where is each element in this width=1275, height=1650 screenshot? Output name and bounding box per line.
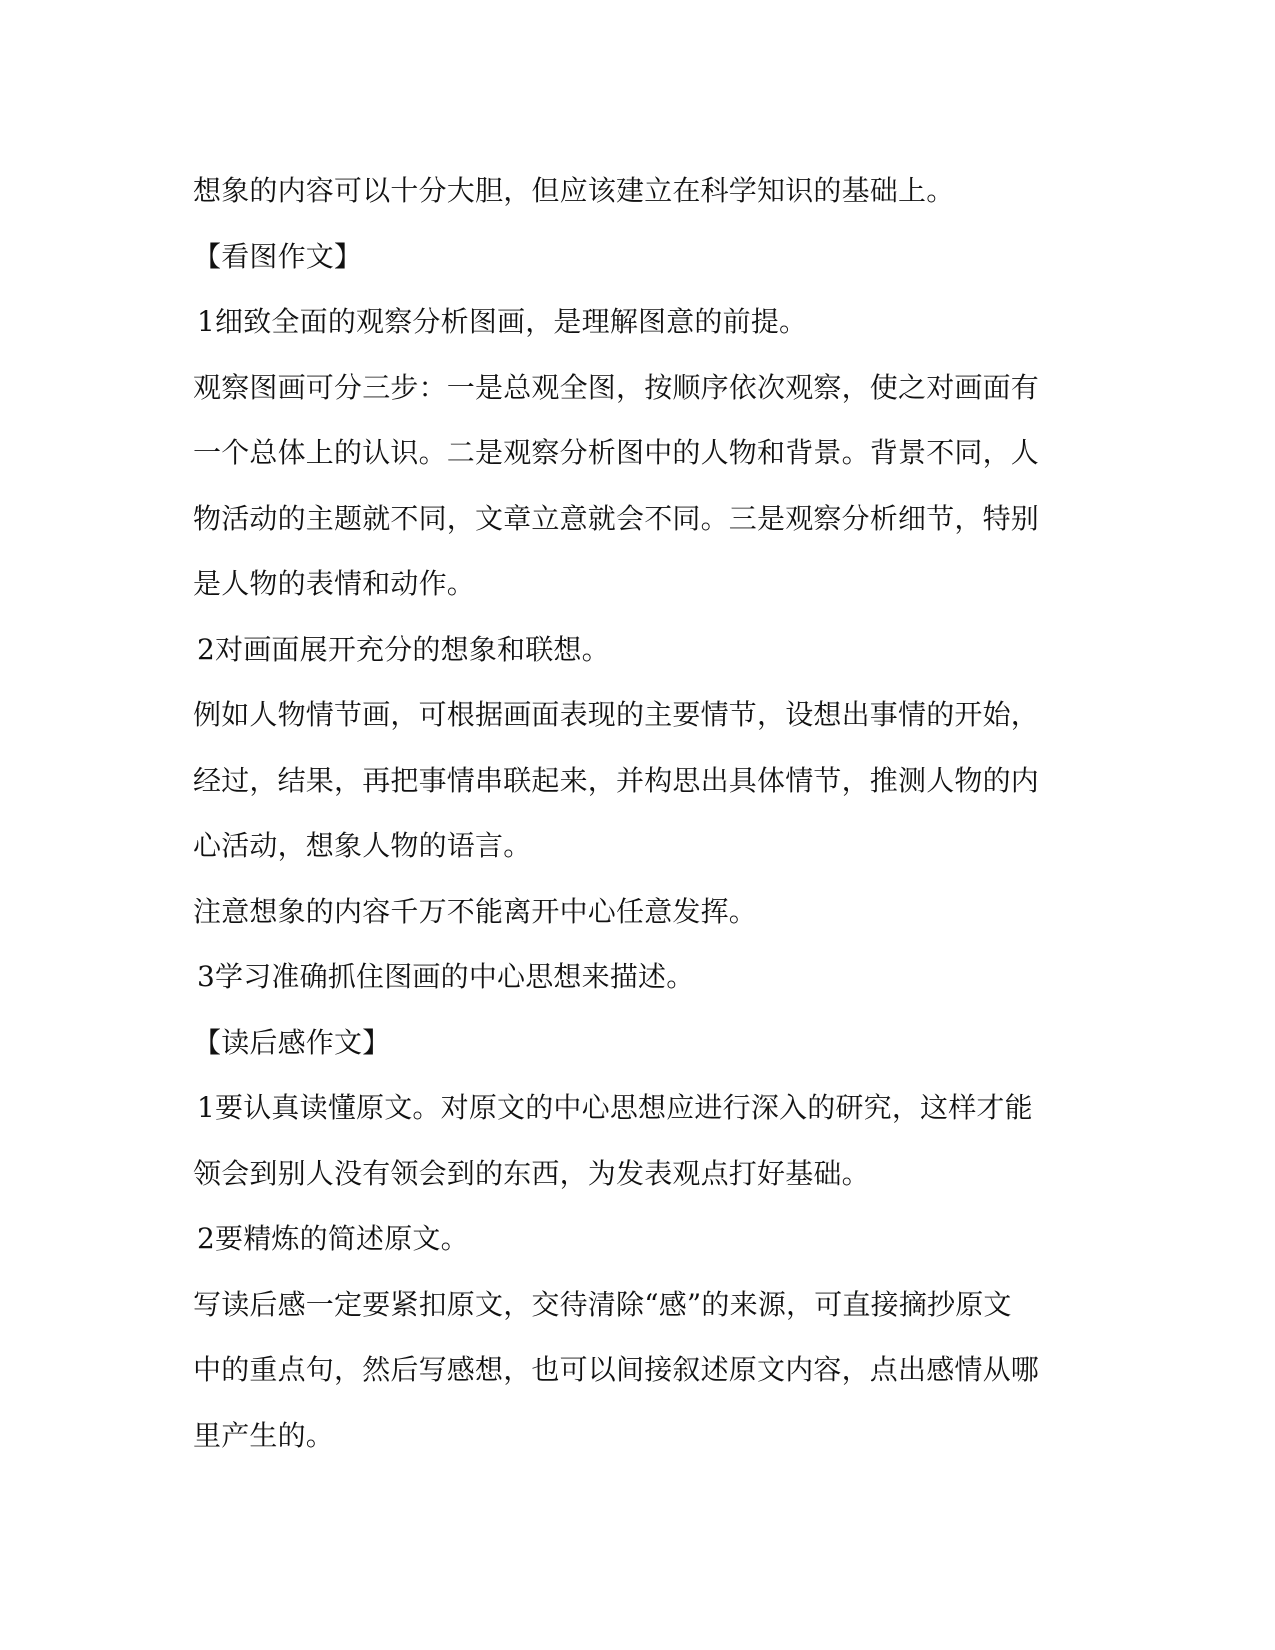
paragraph-line: 里产生的。	[193, 1418, 335, 1452]
paragraph-line: 经过，结果，再把事情串联起来，并构思出具体情节，推测人物的内	[193, 763, 1040, 797]
numbered-point-1-read-original: 1要认真读懂原文。对原文的中心思想应进行深入的研究，这样才能	[197, 1091, 1033, 1124]
paragraph-line: 例如人物情节画，可根据画面表现的主要情节，设想出事情的开始，	[193, 698, 1040, 731]
paragraph-line: 中的重点句，然后写感想，也可以间接叙述原文内容，点出感情从哪	[193, 1353, 1040, 1386]
paragraph-line: 物活动的主题就不同，文章立意就会不同。三是观察分析细节，特别	[193, 501, 1040, 535]
section-heading-reading-reflection: 【读后感作文】	[193, 1025, 391, 1059]
paragraph-line: 观察图画可分三步：一是总观全图，按顺序依次观察，使之对画面有	[193, 370, 1040, 404]
document-body	[193, 158, 1073, 1468]
paragraph-line: 是人物的表情和动作。	[193, 567, 476, 600]
paragraph-line: 一个总体上的认识。二是观察分析图中的人物和背景。背景不同，人	[193, 436, 1040, 469]
paragraph-line: 写读后感一定要紧扣原文，交待清除“感”的来源，可直接摘抄原文	[193, 1287, 1012, 1321]
paragraph-line-imagination-basis: 想象的内容可以十分大胆，但应该建立在科学知识的基础上。	[193, 174, 955, 207]
paragraph-line: 心活动，想象人物的语言。	[193, 829, 532, 862]
numbered-point-2-imagine: 2对画面展开充分的想象和联想。	[197, 632, 610, 666]
numbered-point-3-central-idea: 3学习准确抓住图画的中心思想来描述。	[197, 960, 695, 993]
paragraph-line: 领会到别人没有领会到的东西，为发表观点打好基础。	[193, 1156, 870, 1190]
numbered-point-2-summarize: 2要精炼的简述原文。	[197, 1222, 469, 1255]
paragraph-line-note: 注意想象的内容千万不能离开中心任意发挥。	[193, 894, 758, 928]
numbered-point-1-observe: 1细致全面的观察分析图画，是理解图意的前提。	[197, 305, 808, 338]
section-heading-picture-composition: 【看图作文】	[193, 239, 363, 273]
